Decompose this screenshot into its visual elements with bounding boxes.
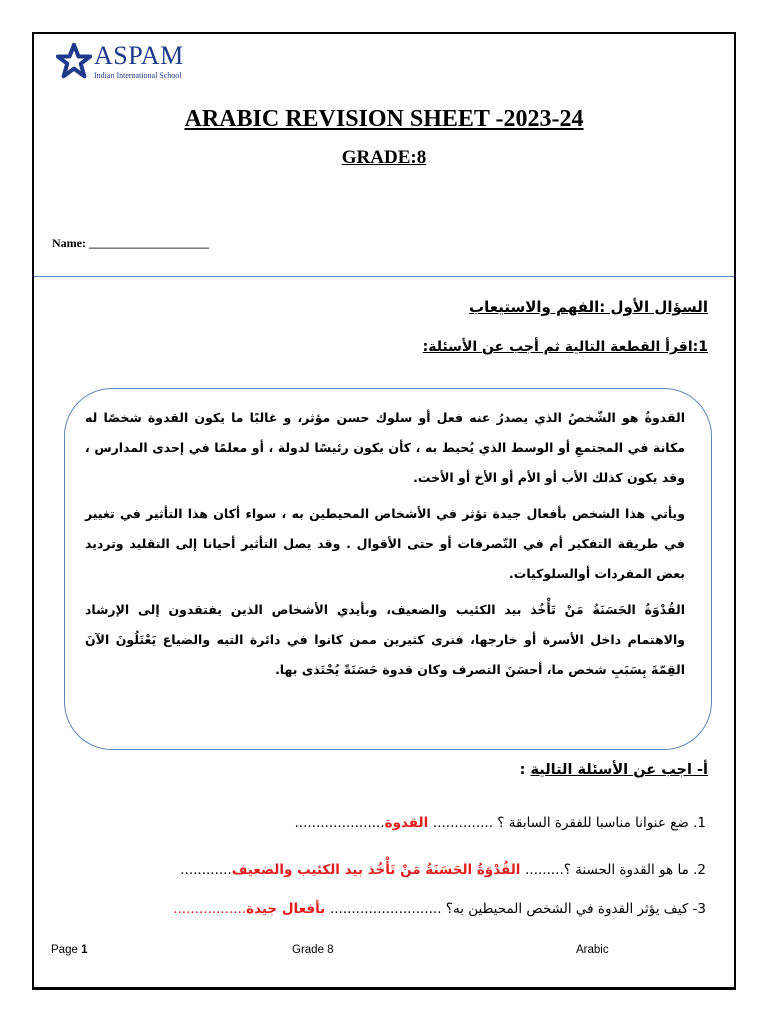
footer-page-label: Page (51, 944, 82, 956)
question-3-blank: ................. (173, 901, 247, 917)
school-logo (56, 41, 196, 87)
answers-heading-colon: : (519, 762, 531, 778)
question-2-number: 2. (693, 862, 706, 878)
answers-heading-text: أ- اجب عن الأسئلة التالية (530, 762, 708, 778)
logo-tagline: Indian International School (94, 71, 182, 80)
passage-paragraph-1: القدوةُ هو الشّخصُ الذي يصدرُ عنه فعل أو سلوك حسن مؤثر، و غالبًا ما يكون القدوة شخصًا له مكانة في المجتمعِ أو الوسط الذي يُحيط به ، كأن يكون رئيسًا لدولة ، أو معلمًا في إحدى المدارس ، وقد يكون كذلك الأب أو الأم أو الأخ أو الأخت. (85, 410, 685, 485)
sheet-title: ARABIC REVISION SHEET -2023-24 (184, 106, 584, 132)
question-1 (295, 815, 706, 831)
question-1-answer: القدوة (384, 815, 433, 831)
question-1-number: 1. (693, 815, 706, 831)
footer-page-number: 1 (81, 944, 88, 956)
logo-name: ASPAM (94, 41, 184, 70)
question-2-blank: ............ (180, 862, 232, 878)
passage-paragraph-3: القُدْوَةُ الحَسَنَةُ مَنْ تَأْخُذ بيد الكئيب والضعيف، وبأيدي الأشخاص الذين يفتقدون إلى الإرشاد والاهتمام داخل الأسرة أو خارجها، فنرى كثيرين ممن كانوا في دائرة التيه والضياع يَعْتَلُونَ الآنَ القِمّةَ بِسَبَبِ شخص ما، أحسَنَ التصرف وكان قدوة حَسَنَةً يُحْتَذى بها. (85, 602, 685, 677)
footer-page (51, 944, 87, 956)
question-3 (173, 901, 706, 917)
star-logo-icon (56, 43, 92, 79)
section-instruction: 1:اقرأ القطعة التالية ثم أجب عن الأسئلة: (422, 339, 708, 355)
answers-heading (520, 762, 708, 778)
grade-label: GRADE:8 (341, 147, 427, 168)
question-2-text: ما هو القدوة الحسنة ؟......... (525, 862, 694, 878)
question-1-blank: ..................... (294, 815, 385, 831)
question-2 (180, 862, 706, 878)
footer-grade: Grade 8 (292, 944, 334, 956)
question-3-text: 3- كيف يؤثر القدوة في الشخص المحيطين به؟ .......................... (329, 901, 706, 917)
section-heading: السؤال الأول :الفهم والاستيعاب (469, 298, 708, 316)
question-2-answer: القُدْوَةُ الحَسَنَةُ مَنْ تَأْخُذ بيد الكئيب والضعيف (231, 862, 526, 878)
question-1-text: ضع عنوانا مناسبا للفقرة السابقة ؟ .............. (432, 815, 694, 831)
question-3-answer: بأفعال جيدة (246, 901, 330, 917)
footer-subject: Arabic (576, 944, 609, 956)
name-field: Name: ____________________ (52, 236, 209, 250)
header-divider (34, 276, 734, 277)
passage-box (64, 388, 712, 750)
passage-paragraph-2: ويأتي هذا الشخص بأفعال جيدة تؤثر في الأشخاص المحيطين به ، سواء أكان هذا التأثير في تغيير في طريقة التفكير أم في التّصرفات أو حتى الأقوال . وقد يصل التأثير أحيانا إلى التقليد وترديد بعض المفردات أوالسلوكيات. (85, 506, 685, 581)
